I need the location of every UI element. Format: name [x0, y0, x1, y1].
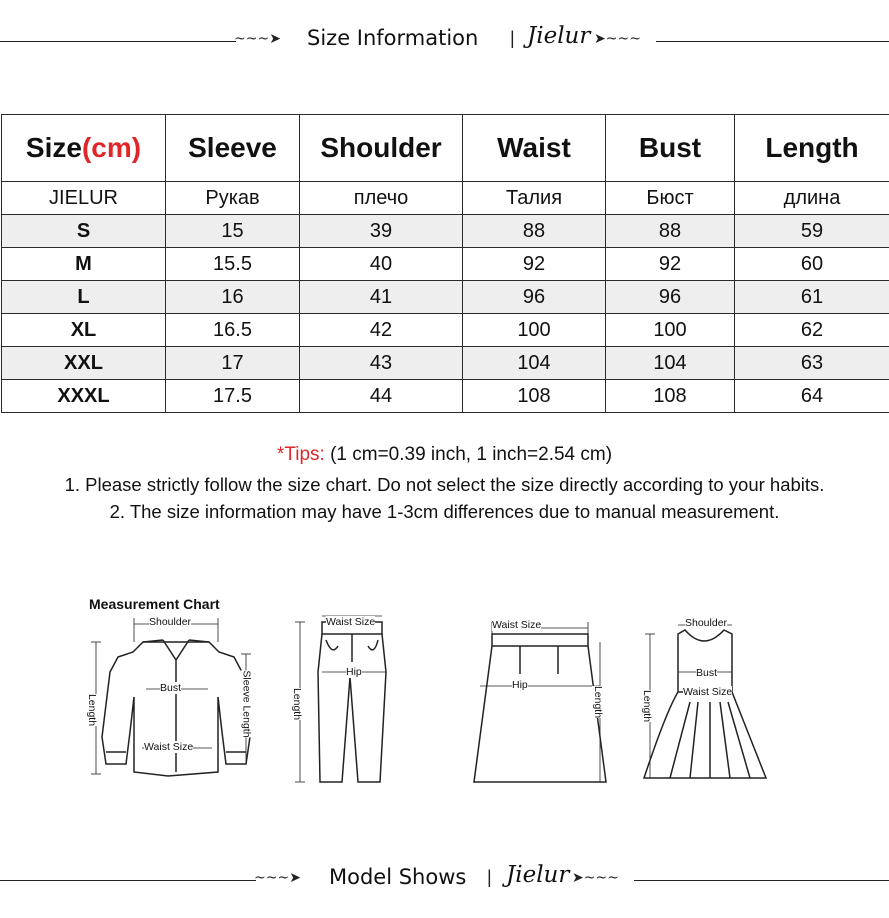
skirt-waist-label: Waist Size	[492, 619, 542, 631]
dress-illustration	[640, 612, 770, 790]
table-subheader-row	[2, 182, 889, 215]
tips-note-2: 2. The size information may have 1-3cm differences due to manual measurement.	[109, 501, 780, 522]
header-bust: Bust	[606, 115, 735, 182]
shirt-bust-label: Bust	[160, 682, 182, 694]
header-shoulder: Shoulder	[300, 115, 463, 182]
sub-bust: Бюст	[606, 182, 735, 215]
section-header-size-info	[0, 23, 889, 56]
pants-length-label: Length	[291, 687, 304, 721]
dress-shoulder-label: Shoulder	[685, 617, 728, 629]
shirt-diagram	[88, 612, 268, 787]
skirt-length-label: Length	[592, 685, 605, 719]
sub-waist: Талия	[463, 182, 606, 215]
swirl-ornament-right: ➤~~~	[594, 31, 641, 47]
shirt-shoulder-label: Shoulder	[149, 616, 192, 628]
sub-length: длина	[735, 182, 889, 215]
header-line-right	[634, 880, 889, 881]
table-row: S 15 39 88 88 59	[2, 215, 889, 248]
section-title: Model Shows	[329, 865, 467, 889]
dress-length-label: Length	[641, 689, 654, 723]
size-table	[1, 114, 889, 413]
sub-shoulder: плечо	[300, 182, 463, 215]
table-row: XXL 17 43 104 104 63	[2, 347, 889, 380]
shirt-sleeve-label: Sleeve Length	[240, 670, 253, 738]
header-size: Size(cm)	[2, 115, 166, 182]
header-line-right	[656, 41, 889, 42]
brand-logo: Jielur	[506, 862, 570, 888]
sub-brand: JIELUR	[2, 182, 166, 215]
header-line-left	[0, 41, 236, 42]
tips-conversion: (1 cm=0.39 inch, 1 inch=2.54 cm)	[324, 444, 613, 465]
swirl-ornament-left: ~~~➤	[254, 870, 301, 886]
shirt-length-label: Length	[86, 693, 99, 727]
section-title: Size Information	[307, 26, 479, 50]
brand-logo: Jielur	[527, 23, 591, 49]
table-row: M 15.5 40 92 92 60	[2, 248, 889, 281]
swirl-ornament-left: ~~~➤	[234, 31, 281, 47]
dress-waist-label: Waist Size	[683, 686, 733, 698]
title-separator: |	[487, 867, 492, 887]
pants-diagram	[290, 612, 390, 790]
table-row: L 16 41 96 96 61	[2, 281, 889, 314]
header-length: Length	[735, 115, 889, 182]
dress-bust-label: Bust	[696, 667, 718, 679]
dress-diagram	[640, 612, 770, 790]
measurement-chart-title: Measurement Chart	[89, 596, 220, 612]
pants-hip-label: Hip	[346, 666, 362, 678]
header-line-left	[0, 880, 256, 881]
header-waist: Waist	[463, 115, 606, 182]
swirl-ornament-right: ➤~~~	[572, 870, 619, 886]
skirt-hip-label: Hip	[512, 679, 528, 691]
tips-note-1: 1. Please strictly follow the size chart. Do not select the size directly according to your habits.	[64, 474, 825, 495]
header-sleeve: Sleeve	[166, 115, 300, 182]
skirt-diagram	[470, 612, 610, 790]
pants-waist-label: Waist Size	[326, 616, 376, 628]
section-header-model-shows	[0, 862, 889, 895]
tips-label: *Tips:	[276, 444, 325, 465]
title-separator: |	[510, 28, 515, 48]
pants-illustration	[290, 612, 390, 790]
table-row: XXXL 17.5 44 108 108 64	[2, 380, 889, 413]
shirt-waist-label: Waist Size	[144, 741, 194, 753]
tips-line	[0, 444, 889, 466]
table-row: XL 16.5 42 100 100 62	[2, 314, 889, 347]
table-header-row	[2, 115, 889, 182]
sub-sleeve: Рукав	[166, 182, 300, 215]
skirt-illustration	[470, 612, 610, 790]
